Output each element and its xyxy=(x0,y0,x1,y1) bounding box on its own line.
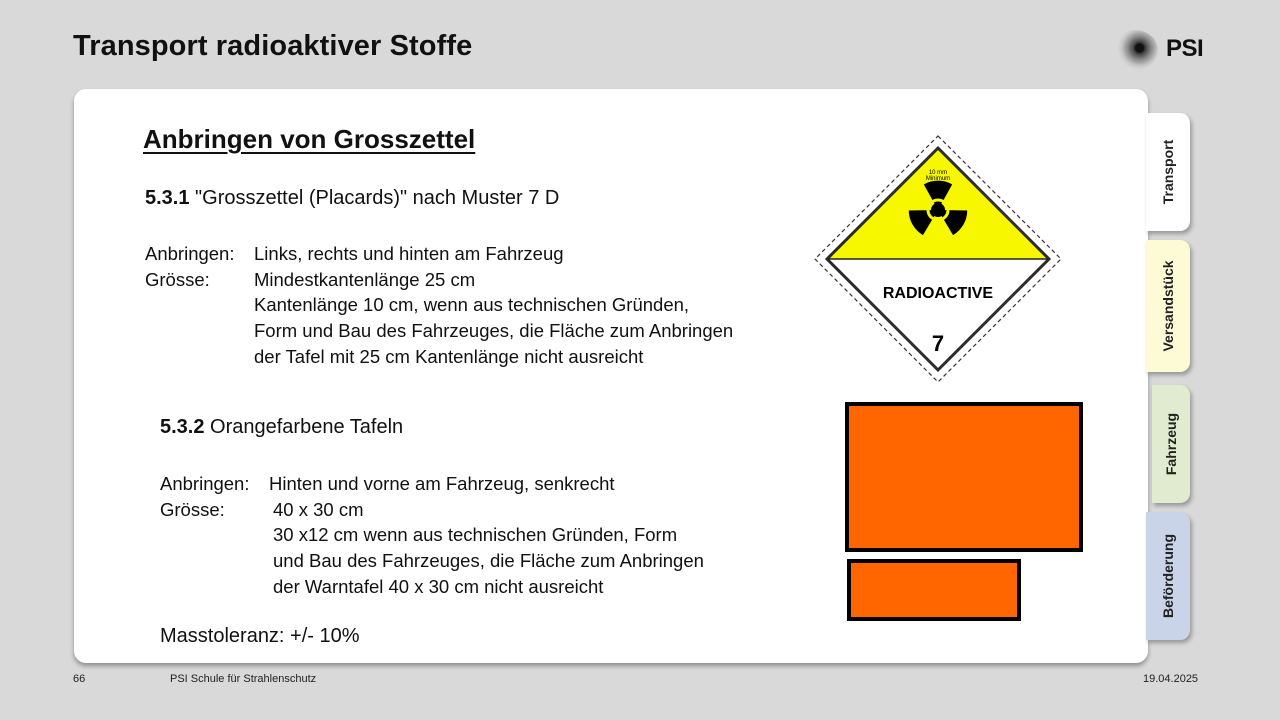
tab-transport-label: Transport xyxy=(1160,139,1176,205)
footer-organization: PSI Schule für Strahlenschutz xyxy=(170,673,317,685)
placard-class-number: 7 xyxy=(931,331,945,356)
section2-groesse-line: 30 x12 cm wenn aus technischen Gründen, Form xyxy=(273,524,678,545)
section2-title xyxy=(160,414,403,440)
placard-dimension-label-2: Minimum xyxy=(925,176,951,182)
orange-plate-small xyxy=(847,559,1021,621)
placard-dimension-label: 10 mm xyxy=(928,170,948,176)
section2-anbringen-value: Hinten und vorne am Fahrzeug, senkrecht xyxy=(269,473,615,494)
section1-anbringen-value: Links, rechts und hinten am Fahrzeug xyxy=(254,243,564,264)
section1-groesse-line: der Tafel mit 25 cm Kantenlänge nicht ausreicht xyxy=(254,346,644,367)
psi-logo-mark-icon xyxy=(1112,30,1158,70)
section2-number: 5.3.2 xyxy=(160,416,205,438)
tab-versandstueck[interactable] xyxy=(1146,240,1190,372)
tab-fahrzeug-label: Fahrzeug xyxy=(1163,412,1179,476)
section1-groesse-line: Form und Bau des Fahrzeuges, die Fläche zum Anbringen xyxy=(254,320,734,341)
tab-fahrzeug[interactable] xyxy=(1152,385,1190,503)
section1-anbringen-row xyxy=(145,243,234,265)
section2-groesse-line: und Bau des Fahrzeuges, die Fläche zum Anbringen xyxy=(273,550,704,571)
section2-groesse-line: 40 x 30 cm xyxy=(273,499,364,520)
section2-groesse-label: Grösse: xyxy=(160,499,225,520)
section-heading: Anbringen von Grosszettel xyxy=(143,124,476,154)
footer-date: 19.04.2025 xyxy=(1143,673,1199,685)
tab-befoerderung[interactable] xyxy=(1146,512,1190,640)
masstoleranz-text: Masstoleranz: +/- 10% xyxy=(160,625,360,647)
psi-logo-text: PSI xyxy=(1166,35,1204,62)
section2-anbringen-label: Anbringen: xyxy=(160,473,250,494)
radioactive-placard xyxy=(812,133,1064,385)
footer-page-number: 66 xyxy=(73,673,86,685)
slide-title: Transport radioaktiver Stoffe xyxy=(73,30,473,62)
section1-anbringen-label: Anbringen: xyxy=(145,243,235,264)
section1-groesse-line: Mindestkantenlänge 25 cm xyxy=(254,269,476,290)
section2-groesse-line: der Warntafel 40 x 30 cm nicht ausreicht xyxy=(273,576,604,597)
section1-groesse-label: Grösse: xyxy=(145,269,210,290)
placard-text: RADIOACTIVE xyxy=(882,285,994,302)
orange-plate-large xyxy=(845,402,1083,552)
section1-title-text: "Grosszettel (Placards)" nach Muster 7 D xyxy=(189,187,560,209)
section1-title xyxy=(145,185,559,211)
tab-transport[interactable] xyxy=(1146,113,1190,231)
tab-befoerderung-label: Beförderung xyxy=(1160,534,1176,618)
psi-logo xyxy=(1112,30,1212,70)
section1-groesse-line: Kantenlänge 10 cm, wenn aus technischen Gründen, xyxy=(254,294,690,315)
section2-title-text: Orangefarbene Tafeln xyxy=(204,416,404,438)
section1-number: 5.3.1 xyxy=(145,187,190,209)
tab-versandstueck-label: Versandstück xyxy=(1160,260,1176,352)
